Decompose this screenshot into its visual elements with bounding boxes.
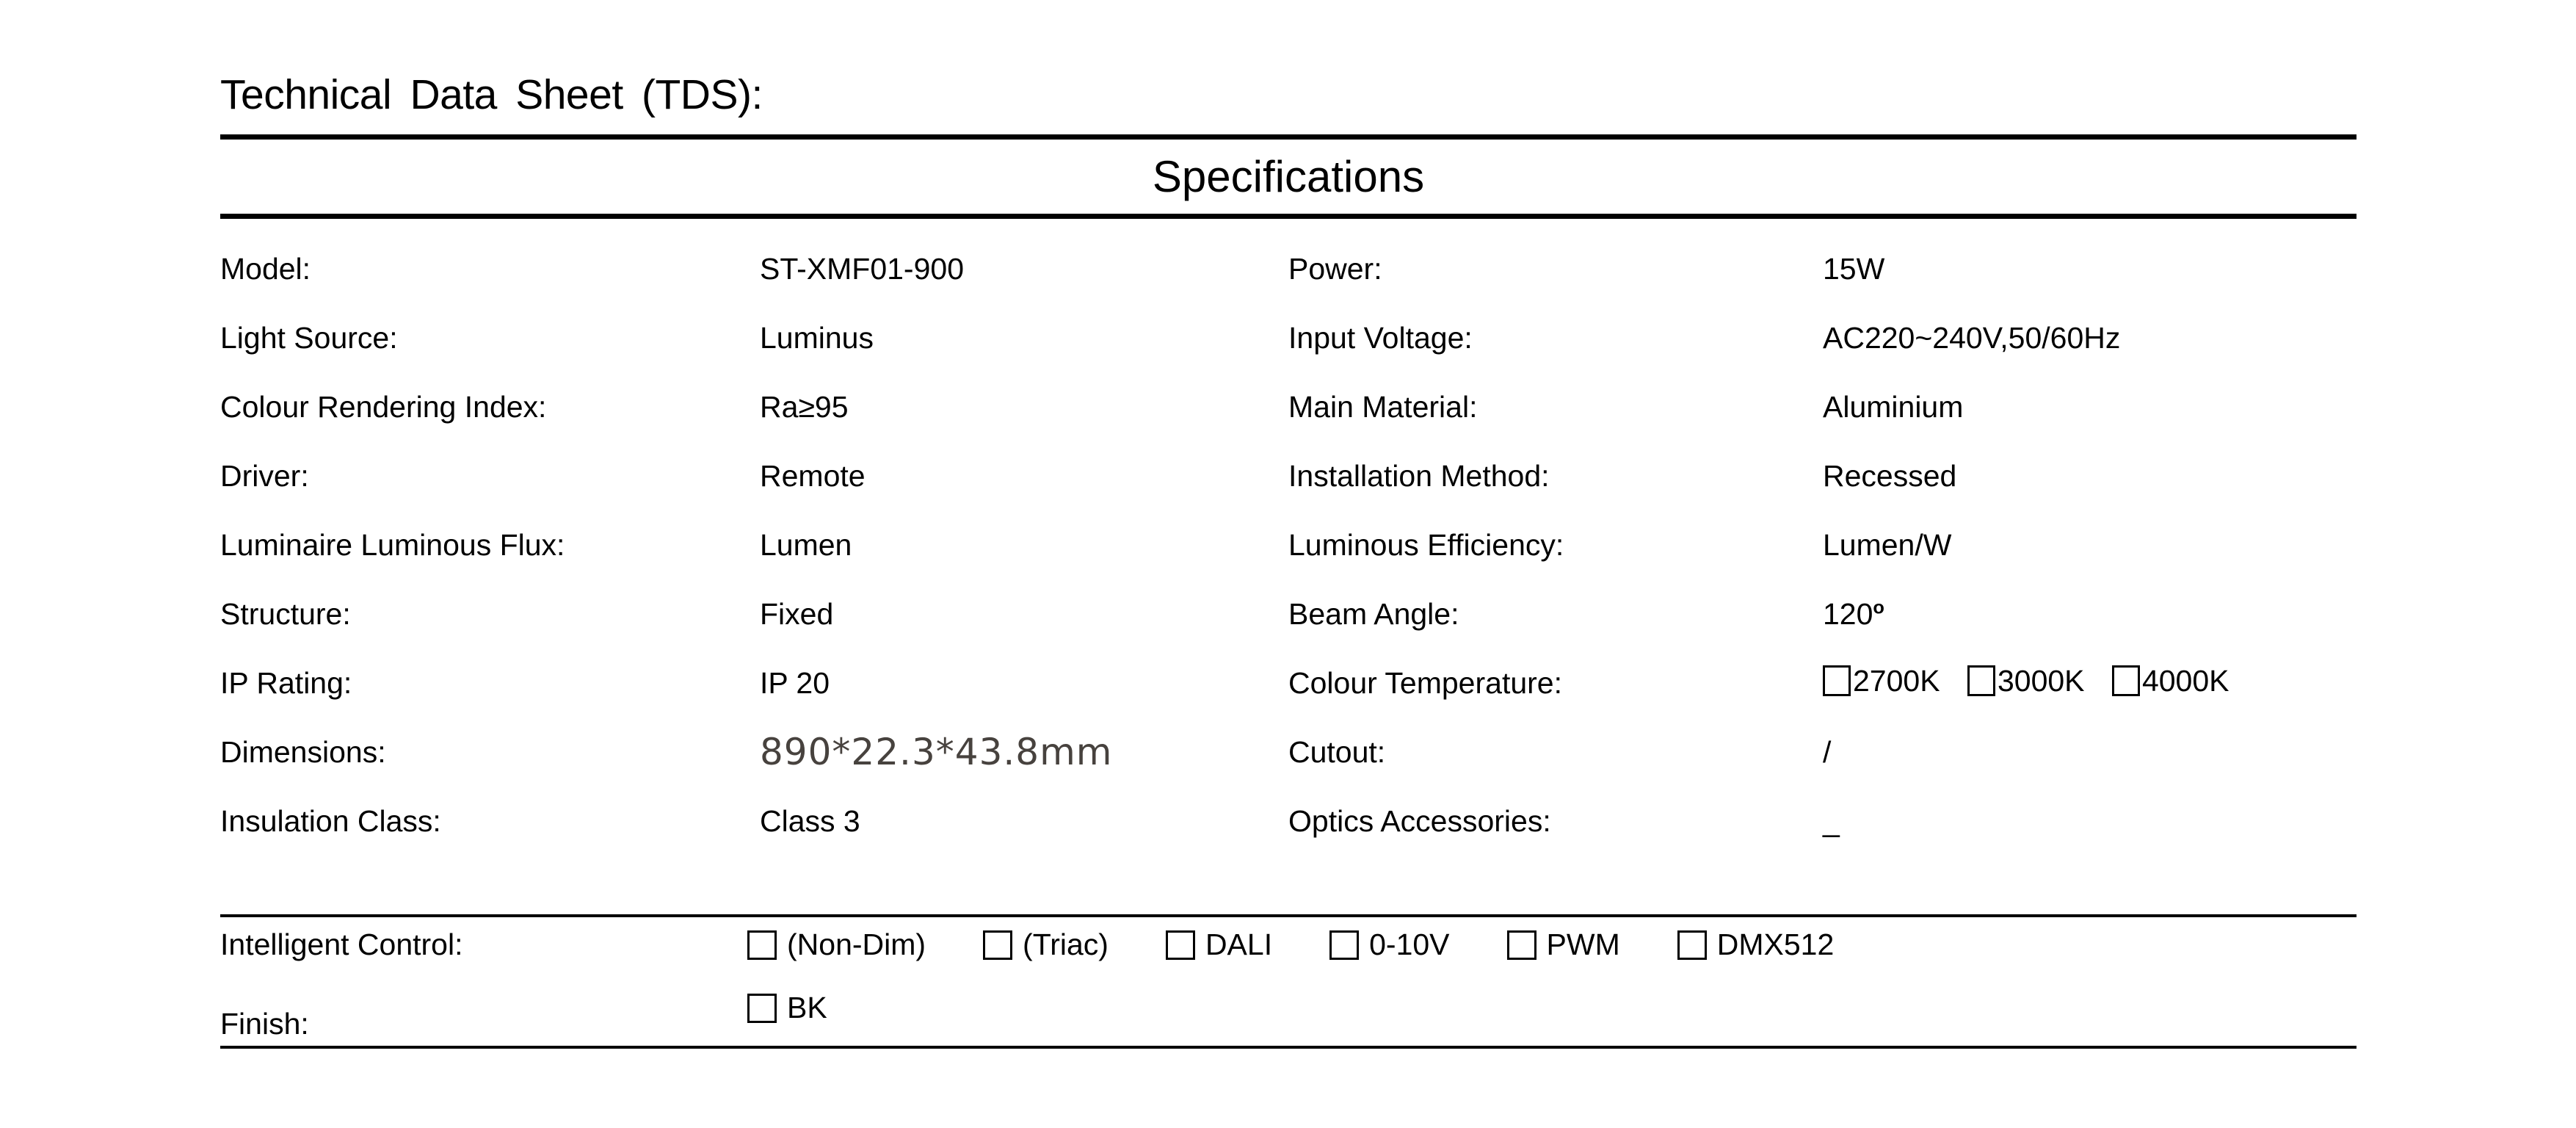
spec-label-main-material: Main Material:	[1288, 390, 1478, 424]
page-title: Technical Data Sheet (TDS):	[220, 71, 763, 118]
spec-label-structure: Structure:	[220, 597, 351, 632]
finish-options	[747, 991, 827, 1025]
degree-symbol: o	[1873, 597, 1884, 618]
checkbox-pwm[interactable]	[1507, 930, 1536, 960]
control-options-section	[220, 914, 2357, 1049]
spec-value-beam-angle	[1823, 597, 2357, 632]
spec-label-light-source: Light Source:	[220, 321, 398, 355]
intelligent-control-label: Intelligent Control:	[220, 928, 463, 961]
intelligent-control-options	[747, 928, 1834, 962]
spec-label-cri: Colour Rendering Index:	[220, 390, 547, 424]
spec-value-optics-accessories: _	[1823, 804, 1840, 839]
spec-label-driver: Driver:	[220, 459, 309, 494]
checkbox-3000k-label: 3000K	[1997, 663, 2085, 698]
beam-angle-number: 120	[1823, 597, 1873, 632]
spec-label-ip-rating: IP Rating:	[220, 666, 352, 701]
tds-document	[220, 72, 2357, 1049]
spec-value-main-material: Aluminium	[1823, 390, 1964, 424]
spec-label-insulation-class: Insulation Class:	[220, 804, 441, 839]
spec-value-luminous-efficiency: Lumen/W	[1823, 528, 1952, 563]
spec-value-cri: Ra≥95	[760, 390, 849, 424]
option-non-dim	[747, 928, 926, 962]
spec-value-luminous-flux: Lumen	[760, 528, 852, 563]
spec-label-luminous-efficiency: Luminous Efficiency:	[1288, 528, 1564, 563]
spec-label-dimensions: Dimensions:	[220, 735, 386, 770]
checkbox-dali[interactable]	[1166, 930, 1195, 960]
checkbox-triac-label: (Triac)	[1023, 928, 1109, 961]
spec-label-luminous-flux: Luminaire Luminous Flux:	[220, 528, 565, 563]
spec-value-model: ST-XMF01-900	[760, 252, 964, 286]
spec-value-input-voltage: AC220~240V,50/60Hz	[1823, 321, 2121, 355]
specifications-table	[220, 235, 2357, 856]
checkbox-bk-label: BK	[787, 991, 827, 1024]
colour-temp-option-2700k	[1823, 664, 1940, 698]
spec-value-insulation-class: Class 3	[760, 804, 860, 839]
option-0-10v	[1329, 928, 1449, 962]
spec-value-colour-temperature	[1823, 664, 2357, 704]
spec-value-light-source: Luminus	[760, 321, 874, 355]
spec-label-input-voltage: Input Voltage:	[1288, 321, 1473, 355]
checkbox-0-10v[interactable]	[1329, 930, 1359, 960]
checkbox-4000k[interactable]	[2112, 665, 2140, 696]
spec-value-installation-method: Recessed	[1823, 459, 1957, 494]
checkbox-0-10v-label: 0-10V	[1369, 928, 1450, 961]
spec-value-power: 15W	[1823, 252, 1885, 286]
spec-value-cutout: /	[1823, 735, 1832, 770]
intelligent-control-row	[220, 928, 2357, 962]
checkbox-pwm-label: PWM	[1546, 928, 1620, 961]
spec-value-driver: Remote	[760, 459, 866, 494]
checkbox-dali-label: DALI	[1205, 928, 1273, 961]
checkbox-dmx512[interactable]	[1677, 930, 1707, 960]
spec-label-beam-angle: Beam Angle:	[1288, 597, 1459, 632]
section-title: Specifications	[1152, 152, 1425, 201]
option-bk	[747, 991, 827, 1025]
spec-value-dimensions: 890*22.3*43.8mm	[760, 731, 1113, 774]
spec-label-colour-temperature: Colour Temperature:	[1288, 666, 1562, 701]
specifications-header	[220, 134, 2357, 219]
checkbox-2700k[interactable]	[1823, 665, 1851, 696]
checkbox-dmx512-label: DMX512	[1716, 928, 1835, 961]
spec-label-optics-accessories: Optics Accessories:	[1288, 804, 1551, 839]
colour-temp-option-3000k	[1967, 664, 2085, 698]
checkbox-4000k-label: 4000K	[2141, 663, 2229, 698]
option-pwm	[1507, 928, 1620, 962]
finish-label: Finish:	[220, 1007, 309, 1041]
spec-label-power: Power:	[1288, 252, 1382, 286]
spec-label-model: Model:	[220, 252, 311, 286]
checkbox-3000k[interactable]	[1967, 665, 1995, 696]
finish-row	[220, 991, 2357, 1041]
option-triac	[983, 928, 1109, 962]
checkbox-non-dim[interactable]	[747, 930, 777, 960]
checkbox-non-dim-label: (Non-Dim)	[787, 928, 926, 961]
checkbox-bk[interactable]	[747, 994, 777, 1023]
checkbox-triac[interactable]	[983, 930, 1012, 960]
spec-value-ip-rating: IP 20	[760, 666, 830, 701]
checkbox-2700k-label: 2700K	[1853, 663, 1940, 698]
spec-value-structure: Fixed	[760, 597, 834, 632]
spec-label-cutout: Cutout:	[1288, 735, 1386, 770]
spec-label-installation-method: Installation Method:	[1288, 459, 1550, 494]
option-dali	[1166, 928, 1272, 962]
colour-temp-option-4000k	[2112, 664, 2229, 698]
option-dmx512	[1677, 928, 1835, 962]
